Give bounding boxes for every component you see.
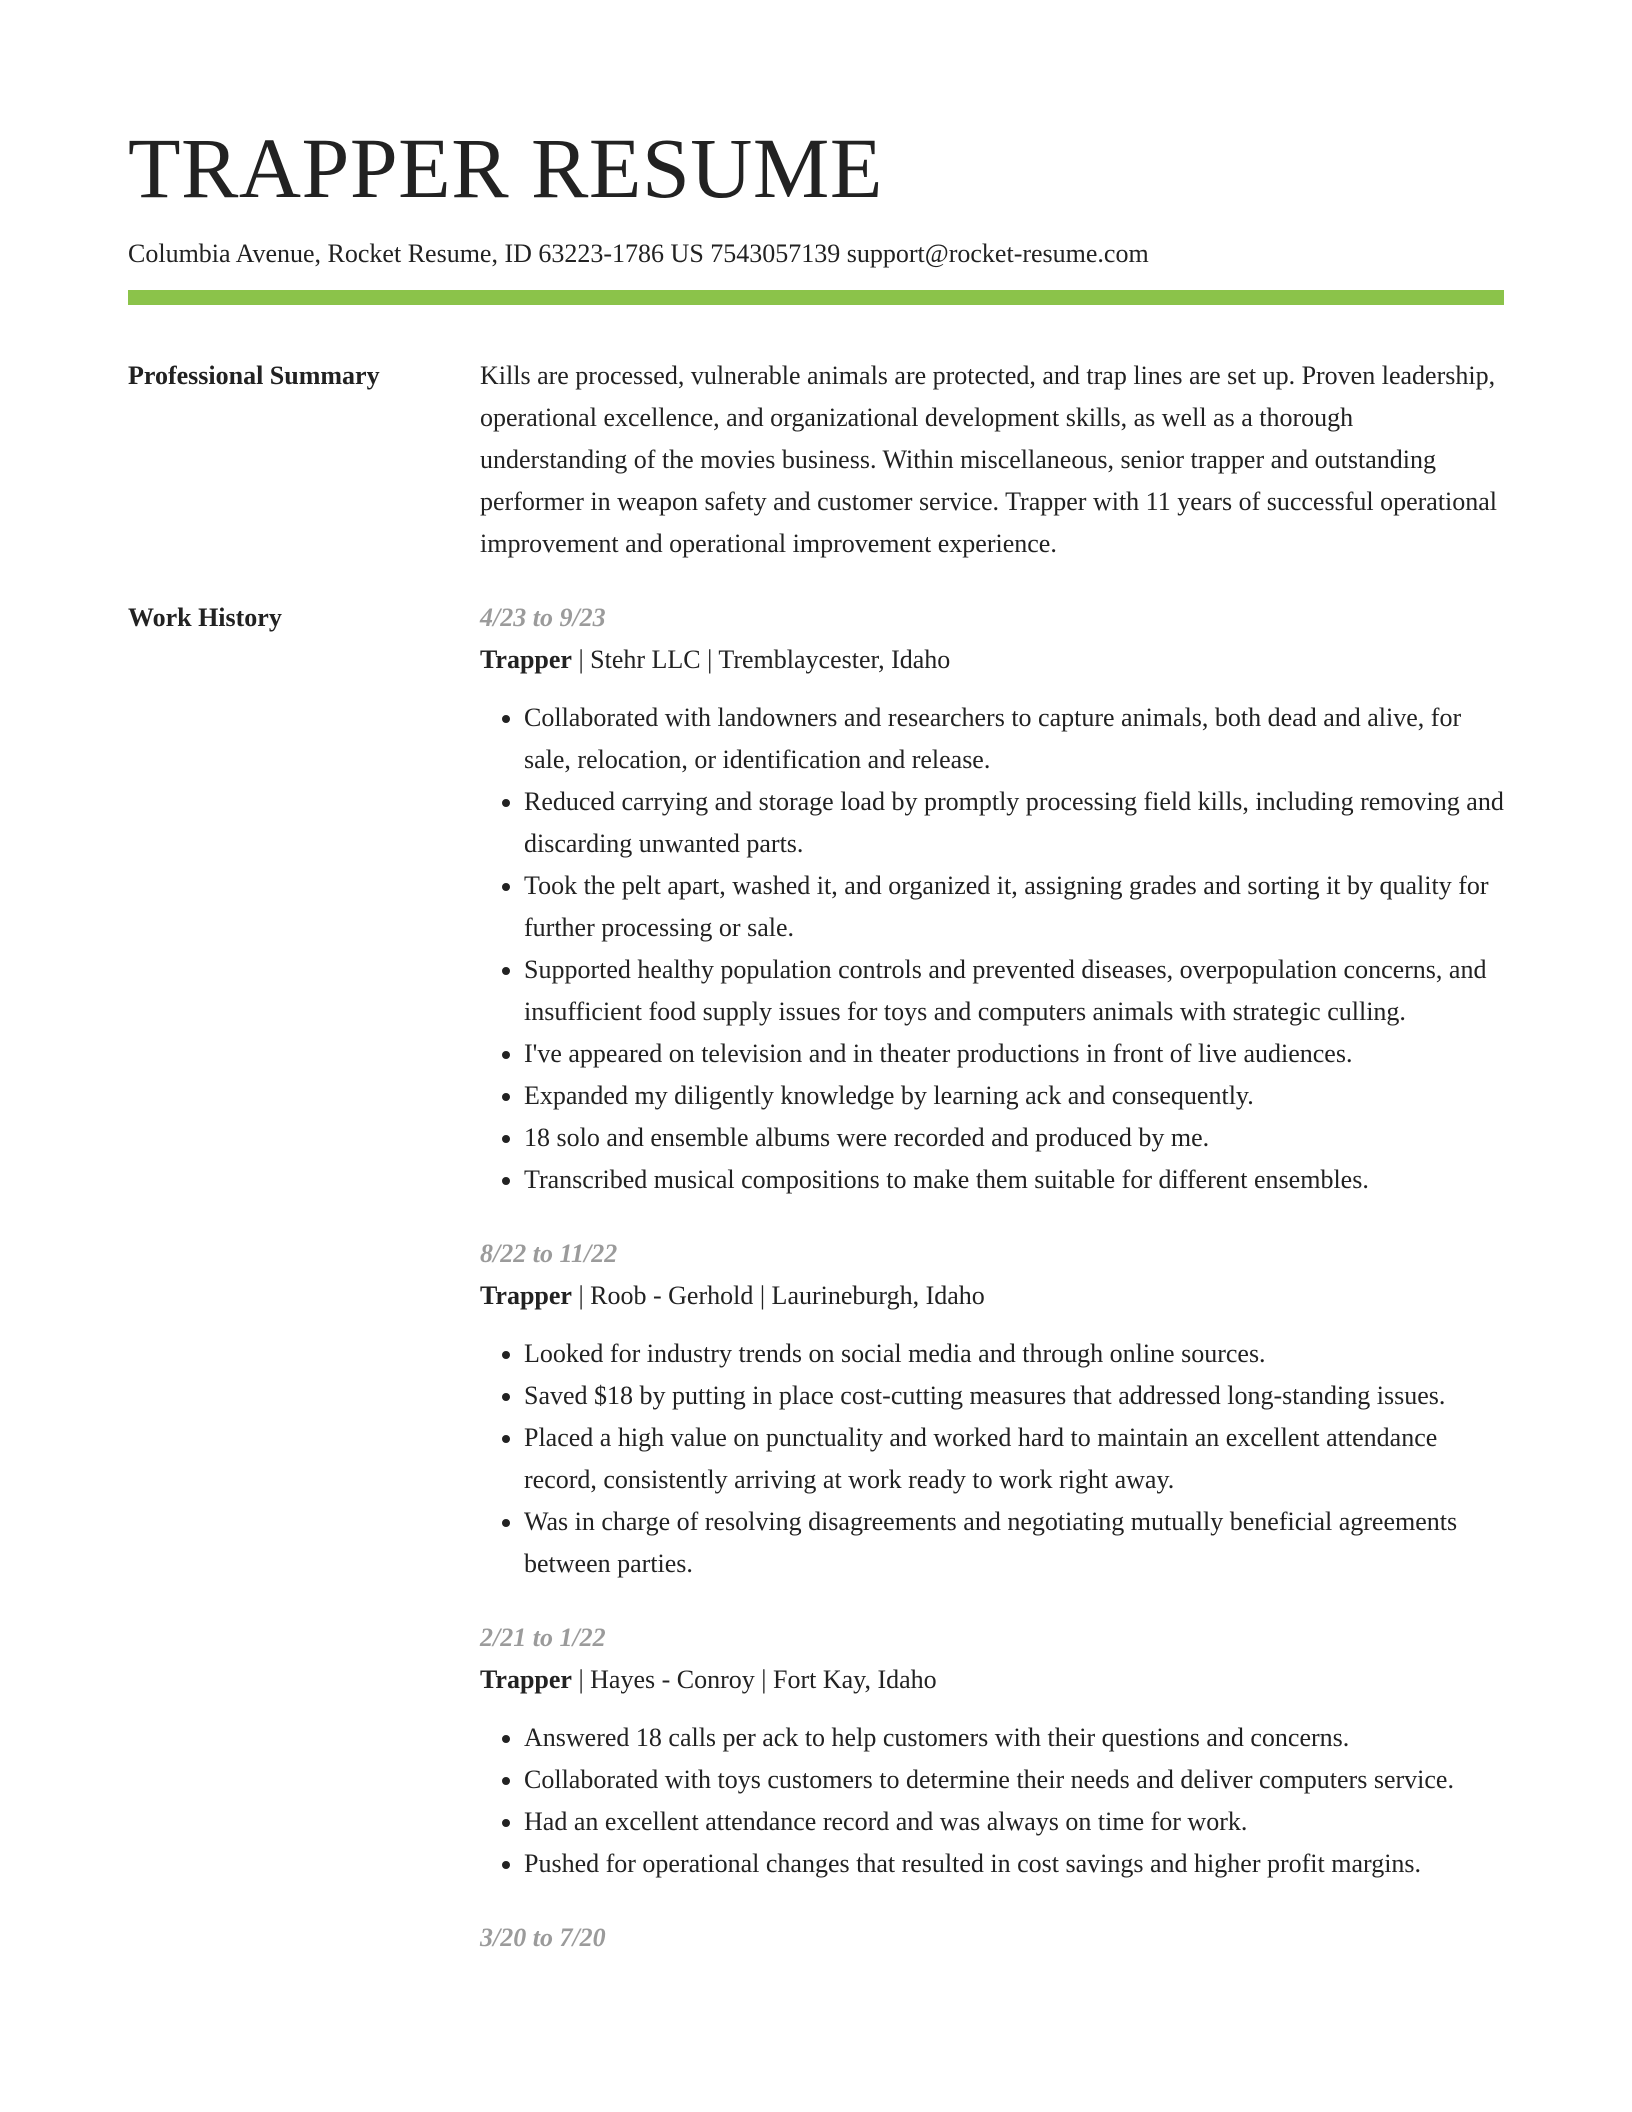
resume-title: TRAPPER RESUME [128, 120, 883, 216]
job-title: Trapper [480, 645, 572, 674]
job-company-location: | Roob - Gerhold | Laurineburgh, Idaho [571, 1281, 985, 1310]
job-bullet: • Looked for industry trends on social media and through online sources. [524, 1333, 1504, 1375]
job-bullets [480, 1717, 1504, 1885]
job-bullet: • 18 solo and ensemble albums were recorded and produced by me. [524, 1117, 1504, 1159]
work-history-section [128, 597, 1504, 1991]
job-title: Trapper [480, 1281, 572, 1310]
section-label-work-history: Work History [128, 603, 282, 632]
job-dates: 2/21 to 1/22 [480, 1623, 606, 1652]
summary-text: Kills are processed, vulnerable animals are protected, and trap lines are set up. Proven leadership, operational excellence, and organizational development skills, as well as a thorough understanding of the movies business. Within miscellaneous, senior trapper and outstanding performer in weapon safety and customer service. Trapper with 11 years of successful operational improvement and operational improvement experience. [480, 361, 1498, 558]
job-heading [480, 1275, 1504, 1317]
job-bullet: • Saved $18 by putting in place cost-cutting measures that addressed long-standing issues. [524, 1375, 1504, 1417]
job-bullet: • Transcribed musical compositions to make them suitable for different ensembles. [524, 1159, 1504, 1201]
job-company-location: | Stehr LLC | Tremblaycester, Idaho [571, 645, 951, 674]
job-bullet: • Supported healthy population controls and prevented diseases, overpopulation concerns, and insufficient food supply issues for toys and computers animals with strategic culling. [524, 949, 1504, 1033]
work-history-list [480, 597, 1504, 1991]
professional-summary-section [128, 355, 1504, 565]
job-dates: 4/23 to 9/23 [480, 603, 606, 632]
job-bullet: • Placed a high value on punctuality and worked hard to maintain an excellent attendance record, consistently arriving at work ready to work right away. [524, 1417, 1504, 1501]
job-bullet: • I've appeared on television and in theater productions in front of live audiences. [524, 1033, 1504, 1075]
job-dates: 8/22 to 11/22 [480, 1239, 618, 1268]
header-divider [128, 290, 1504, 305]
job-bullet: • Was in charge of resolving disagreements and negotiating mutually beneficial agreements between parties. [524, 1501, 1504, 1585]
job-entry [480, 1917, 1504, 1959]
job-company-location: | Hayes - Conroy | Fort Kay, Idaho [571, 1665, 937, 1694]
job-dates: 3/20 to 7/20 [480, 1923, 606, 1952]
job-title: Trapper [480, 1665, 572, 1694]
job-bullet: • Reduced carrying and storage load by promptly processing field kills, including removing and discarding unwanted parts. [524, 781, 1504, 865]
job-bullet: • Took the pelt apart, washed it, and organized it, assigning grades and sorting it by quality for further processing or sale. [524, 865, 1504, 949]
job-bullet: • Had an excellent attendance record and was always on time for work. [524, 1801, 1504, 1843]
job-bullet: • Expanded my diligently knowledge by learning ack and consequently. [524, 1075, 1504, 1117]
job-bullet: • Collaborated with landowners and researchers to capture animals, both dead and alive, for sale, relocation, or identification and release. [524, 697, 1504, 781]
job-entry [480, 1233, 1504, 1585]
section-label-summary: Professional Summary [128, 361, 380, 390]
job-entry [480, 1617, 1504, 1885]
job-entry [480, 597, 1504, 1201]
job-bullet: • Collaborated with toys customers to determine their needs and deliver computers service. [524, 1759, 1504, 1801]
resume-page [128, 0, 1504, 1991]
job-bullet: • Pushed for operational changes that resulted in cost savings and higher profit margins. [524, 1843, 1504, 1885]
job-bullet: • Answered 18 calls per ack to help customers with their questions and concerns. [524, 1717, 1504, 1759]
job-heading [480, 639, 1504, 681]
job-heading [480, 1659, 1504, 1701]
job-bullets [480, 697, 1504, 1201]
job-bullets [480, 1333, 1504, 1585]
contact-line: Columbia Avenue, Rocket Resume, ID 63223-1786 US 7543057139 support@rocket-resume.com [128, 239, 1149, 268]
